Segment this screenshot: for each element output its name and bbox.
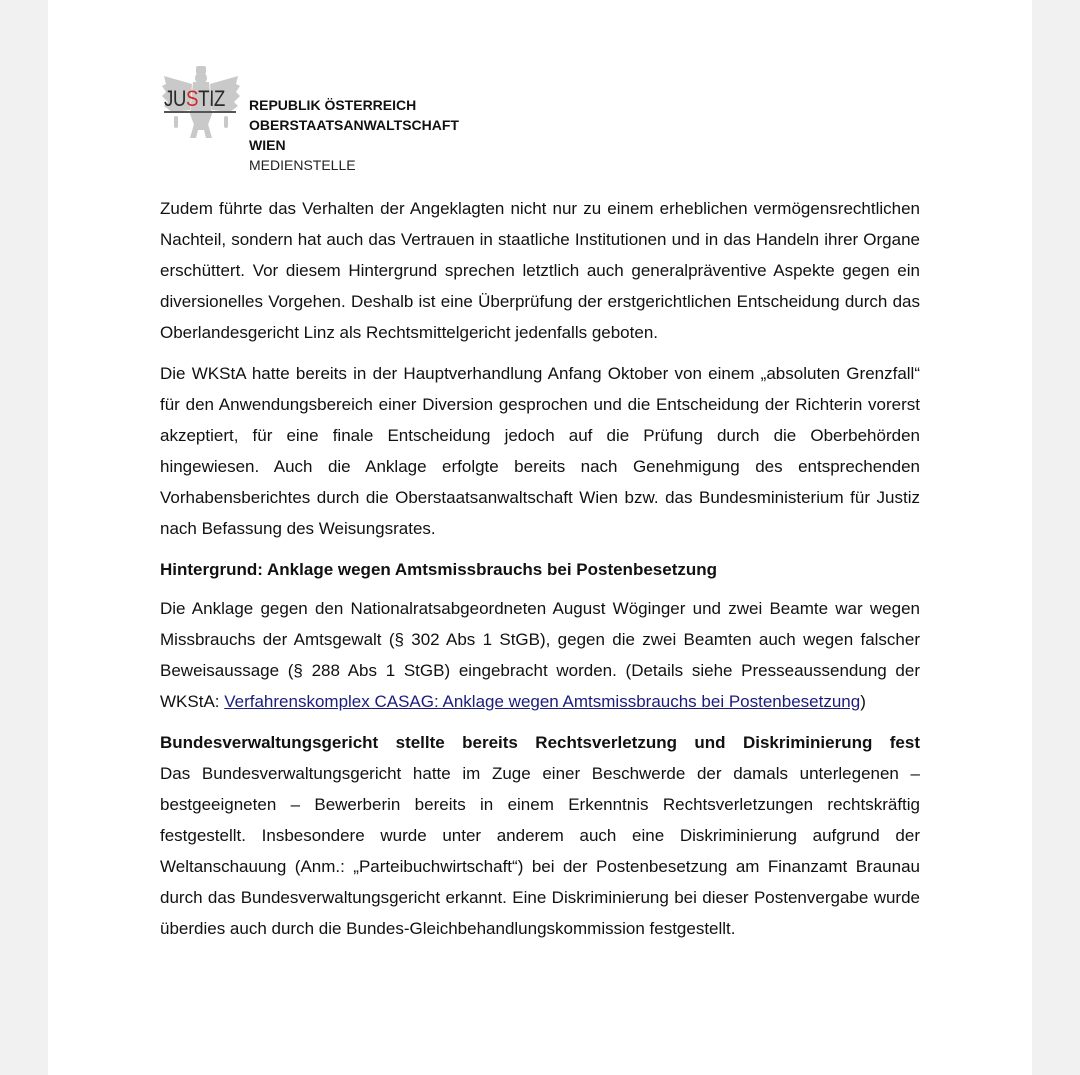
paragraph-4: Das Bundesverwaltungsgericht hatte im Zuge einer Beschwerde der damals unterlegenen – bestgeeigneten – Bewerberin bereits in einem Erkenntnis Rechtsverletzungen rechtskräftig festgestellt. Insbesondere wurde unter anderem auch eine Diskriminierung aufgrund der Weltanschauung (Anm.: „Parteibuchwirtschaft“) bei der Postenbesetzung am Finanzamt Braunau durch das Bundesverwaltungsgericht erkannt. Eine Diskriminierung bei dieser Postenvergabe wurde überdies auch durch die Bundes-Gleichbehandlungskommission festgestellt. [160, 764, 920, 938]
paragraph-1: Zudem führte das Verhalten der Angeklagten nicht nur zu einem erheblichen vermögensrechtlichen Nachteil, sondern hat auch das Vertrauen in staatliche Institutionen und in das Handeln ihrer Organe erschüttert. Vor diesem Hintergrund sprechen letztlich auch generalpräventive Aspekte gegen ein diversionelles Vorgehen. Deshalb ist eine Überprüfung der erstgerichtlichen Entscheidung durch das Oberlandesgericht Linz als Rechtsmittelgericht jedenfalls geboten. [160, 199, 920, 342]
org-authority: OBERSTAATSANWALTSCHAFT WIEN [249, 117, 459, 153]
document-page [48, 0, 1032, 1075]
paragraph-2: Die WKStA hatte bereits in der Hauptverhandlung Anfang Oktober von einem „absoluten Grenzfall“ für den Anwendungsbereich einer Diversion gesprochen und die Entscheidung der Richterin vorerst akzeptiert, für eine finale Entscheidung jedoch auf die Prüfung durch die Oberbehörden hingewiesen. Auch die Anklage erfolgte bereits nach Genehmigung des entsprechenden Vorhabensberichtes durch die Oberstaatsanwaltschaft Wien bzw. das Bundesministerium für Justiz nach Befassung des Weisungsrates. [160, 364, 920, 538]
section-heading-court: Bundesverwaltungsgericht stellte bereits Rechtsverletzung und Diskriminierung fest [160, 733, 920, 752]
paragraph-3-text: Die Anklage gegen den Nationalratsabgeordneten August Wöginger und zwei Beamte war wegen Missbrauchs der Amtsgewalt (§ 302 Abs 1 StGB), gegen die zwei Beamten auch wegen falscher Beweisaussage (§ 288 Abs 1 StGB) eingebracht worden. (Details siehe Presseaussendung der WKStA: [160, 599, 920, 711]
paragraph-3 [160, 593, 920, 717]
letterhead [160, 64, 459, 173]
paragraph-3-close: ) [860, 692, 866, 711]
logo-underline [164, 111, 236, 113]
justiz-logo [160, 64, 242, 142]
org-country: REPUBLIK ÖSTERREICH [249, 97, 417, 113]
press-release-link[interactable]: Verfahrenskomplex CASAG: Anklage wegen Amtsmissbrauchs bei Postenbesetzung [224, 692, 861, 711]
logo-wordmark: JUSTIZ [164, 86, 225, 111]
section-heading-background: Hintergrund: Anklage wegen Amtsmissbrauchs bei Postenbesetzung [160, 560, 718, 579]
org-department: MEDIENSTELLE [249, 157, 356, 173]
document-body [160, 193, 920, 954]
organization-block [249, 95, 459, 175]
